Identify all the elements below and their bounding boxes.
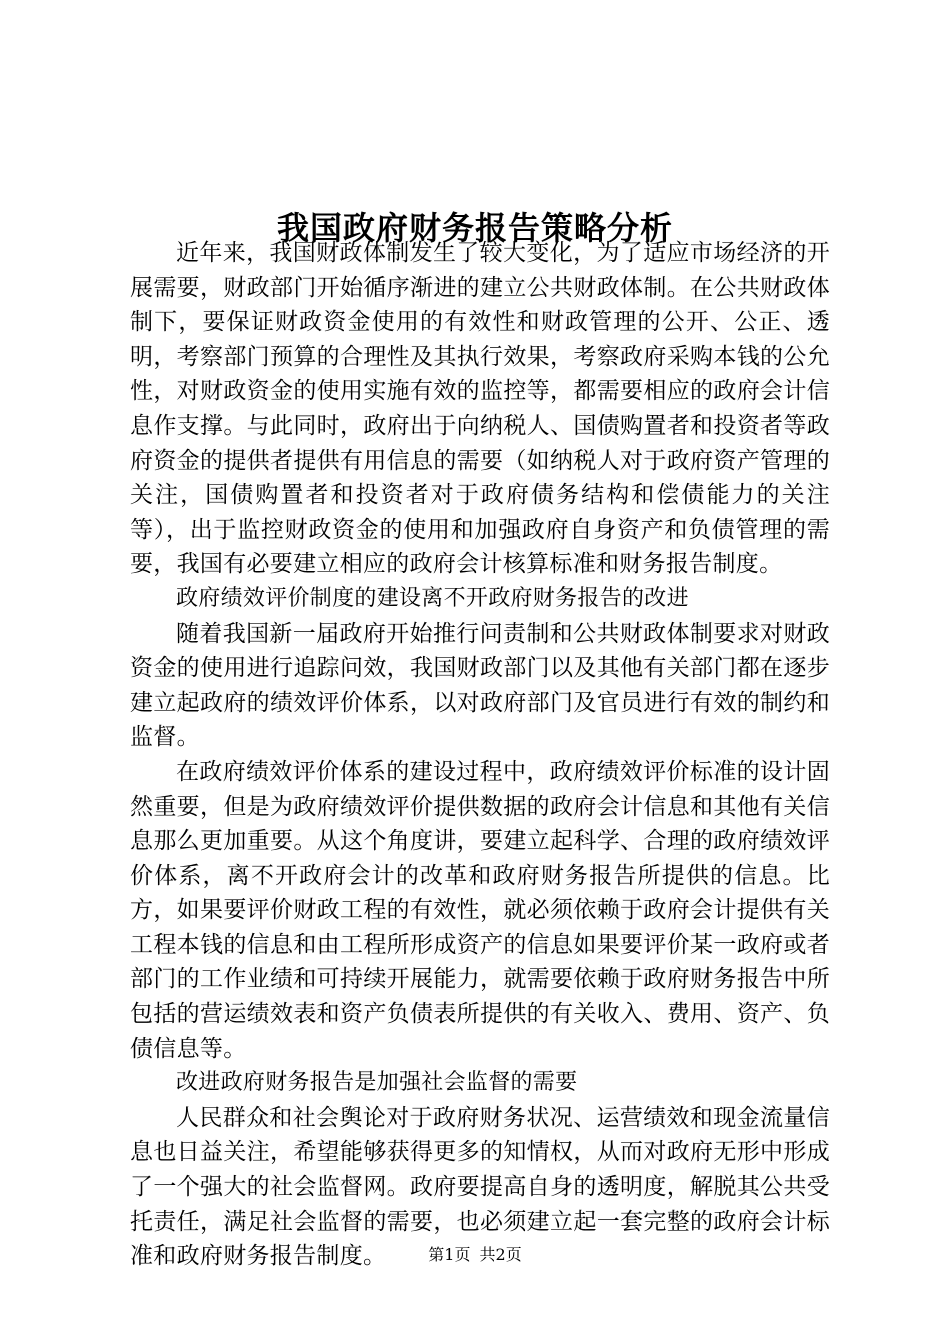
paragraph-intro: 近年来，我国财政体制发生了较大变化，为了适应市场经济的开展需要，财政部门开始循序渐进的建立公共财政体制。在公共财政体制下，要保证财政资金使用的有效性和财政管理的公开、公正、透明，考察部门预算的合理性及其执行效果，考察政府采购本钱的公允性，对财政资金的使用实施有效的监控等，都需要相应的政府会计信息作支撑。与此同时，政府出于向纳税人、国债购置者和投资者等政府资金的提供者提供有用信息的需要（如纳税人对于政府资产管理的关注，国债购置者和投资者对于政府债务结构和偿债能力的关注等），出于监控财政资金的使用和加强政府自身资产和负债管理的需要，我国有必要建立相应的政府会计核算标准和财务报告制度。 — [130, 240, 830, 578]
paragraph-accountability: 随着我国新一届政府开始推行问责制和公共财政体制要求对财政资金的使用进行追踪问效，我国财政部门以及其他有关部门都在逐步建立起政府的绩效评价体系，以对政府部门及官员进行有效的制约和监督。 — [130, 620, 830, 751]
section-heading-supervision: 改进政府财务报告是加强社会监督的需要 — [176, 1070, 578, 1096]
document-body — [130, 236, 830, 1274]
paragraph-evaluation: 在政府绩效评价体系的建设过程中，政府绩效评价标准的设计固然重要，但是为政府绩效评价提供数据的政府会计信息和其他有关信息那么更加重要。从这个角度讲，要建立起科学、合理的政府绩效评价体系，离不开政府会计的改革和政府财务报告所提供的信息。比方，如果要评价财政工程的有效性，就必须依赖于政府会计提供有关工程本钱的信息和由工程所形成资产的信息如果要评价某一政府或者部门的工作业绩和可持续开展能力，就需要依赖于政府财务报告中所包括的营运绩效表和资产负债表所提供的有关收入、费用、资产、负债信息等。 — [130, 758, 830, 1062]
document-title: 我国政府财务报告策略分析 — [276, 209, 673, 248]
section-heading-performance: 政府绩效评价制度的建设离不开政府财务报告的改进 — [176, 585, 689, 611]
page-number-footer: 第1页 共2页 — [428, 1245, 522, 1264]
paragraph-public-supervision: 人民群众和社会舆论对于政府财务状况、运营绩效和现金流量信息也日益关注，希望能够获得更多的知情权，从而对政府无形中形成了一个强大的社会监督网。政府要提高自身的透明度，解脱其公共受托责任，满足社会监督的需要，也必须建立起一套完整的政府会计标准和政府财务报告制度。 — [130, 1104, 830, 1270]
